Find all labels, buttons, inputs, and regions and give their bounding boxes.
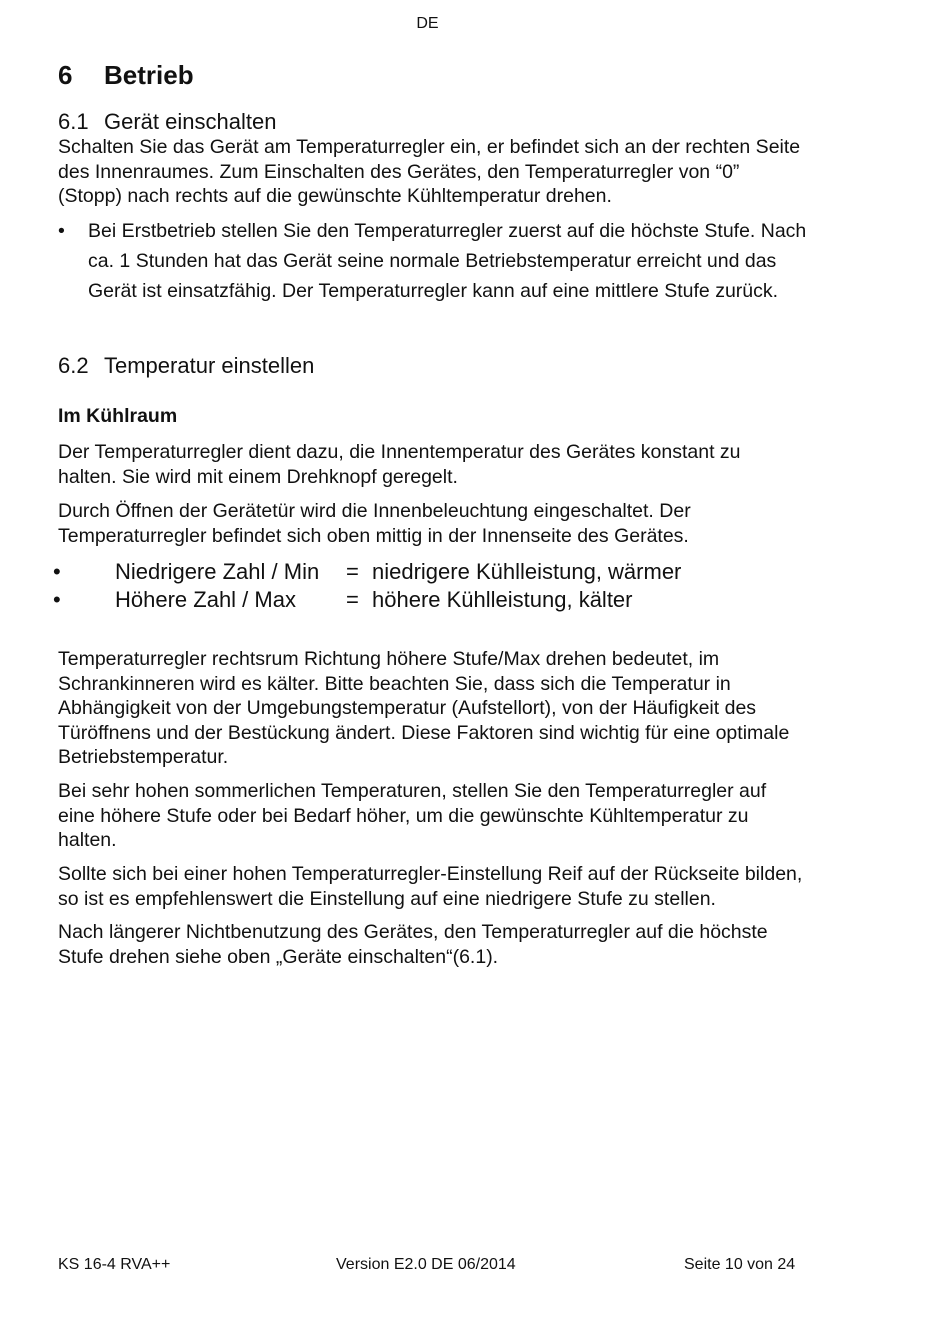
- subsection-title: Gerät einschalten: [104, 109, 277, 134]
- text-line: Temperaturregler befindet sich oben mittig in der Innenseite des Gerätes.: [58, 524, 689, 547]
- paragraph-frost: [58, 862, 878, 911]
- subsection-number: 6.2: [58, 353, 89, 378]
- text-line: Gerät ist einsatzfähig. Der Temperaturregler kann auf eine mittlere Stufe zurück.: [88, 280, 779, 302]
- footer-version: Version E2.0 DE 06/2014: [336, 1256, 516, 1273]
- section-heading: [58, 60, 194, 91]
- paragraph-long-disuse: [58, 920, 878, 969]
- paragraph-door-light: [58, 499, 878, 548]
- text-line: eine höhere Stufe oder bei Bedarf höher, um die gewünschte Kühltemperatur zu: [58, 804, 749, 827]
- text-line: Bei sehr hohen sommerlichen Temperaturen, stellen Sie den Temperaturregler auf: [58, 780, 767, 802]
- text-line: Der Temperaturregler dient dazu, die Innentemperatur des Gerätes konstant zu: [58, 441, 741, 463]
- paragraph-turn-right: [58, 647, 878, 770]
- bullet-icon: •: [53, 559, 61, 584]
- footer-model: KS 16-4 RVA++: [58, 1256, 171, 1273]
- equals-sign: =: [346, 587, 359, 612]
- text-line: Nach längerer Nichtbenutzung des Gerätes, den Temperaturregler auf die höchste: [58, 921, 768, 943]
- text-line: Betriebstemperatur.: [58, 746, 229, 768]
- text-line: halten.: [58, 829, 117, 851]
- setting-effect: niedrigere Kühlleistung, wärmer: [372, 559, 682, 584]
- subsection-heading-6-1: [58, 109, 276, 135]
- paragraph-summer: [58, 779, 878, 853]
- text-line: Stufe drehen siehe oben „Geräte einschalten“(6.1).: [58, 945, 499, 968]
- section-title: Betrieb: [104, 60, 194, 90]
- text-line: Temperaturregler rechtsrum Richtung höhere Stufe/Max drehen bedeutet, im: [58, 648, 720, 670]
- setting-effect: höhere Kühlleistung, kälter: [372, 587, 633, 612]
- bullet-first-operation: [58, 216, 878, 306]
- subheading-cool-room: Im Kühlraum: [58, 405, 178, 427]
- equals-sign: =: [346, 559, 359, 584]
- paragraph-switch-on: [58, 135, 878, 209]
- subsection-title: Temperatur einstellen: [104, 353, 315, 378]
- text-line: Bei Erstbetrieb stellen Sie den Temperaturregler zuerst auf die höchste Stufe. Nach: [88, 220, 807, 242]
- text-line: Sollte sich bei einer hohen Temperaturregler-Einstellung Reif auf der Rückseite bilden,: [58, 863, 803, 885]
- page-language-label: DE: [416, 15, 439, 32]
- bullet-icon: •: [53, 587, 61, 612]
- text-line: Abhängigkeit von der Umgebungstemperatur (Aufstellort), von der Häufigkeit des: [58, 697, 757, 719]
- text-line: Durch Öffnen der Gerätetür wird die Innenbeleuchtung eingeschaltet. Der: [58, 500, 691, 522]
- text-line: ca. 1 Stunden hat das Gerät seine normale Betriebstemperatur erreicht und das: [88, 250, 777, 272]
- text-line: Türöffnens und der Bestückung ändert. Diese Faktoren sind wichtig für eine optimale: [58, 721, 790, 744]
- setting-row-max: [53, 586, 753, 614]
- setting-row-min: [53, 558, 753, 586]
- text-line: halten. Sie wird mit einem Drehknopf geregelt.: [58, 465, 458, 488]
- text-line: des Innenraumes. Zum Einschalten des Gerätes, den Temperaturregler von “0”: [58, 160, 740, 183]
- setting-label: Höhere Zahl / Max: [115, 587, 296, 612]
- text-line: Schalten Sie das Gerät am Temperaturregler ein, er befindet sich an der rechten Seite: [58, 136, 801, 158]
- text-line: Schrankinneren wird es kälter. Bitte beachten Sie, dass sich die Temperatur in: [58, 672, 731, 695]
- subsection-number: 6.1: [58, 109, 89, 134]
- section-number: 6: [58, 60, 73, 90]
- text-line: (Stopp) nach rechts auf die gewünschte Kühltemperatur drehen.: [58, 185, 612, 207]
- subsection-heading-6-2: [58, 353, 314, 379]
- setting-label: Niedrigere Zahl / Min: [115, 559, 320, 584]
- paragraph-regulator-purpose: [58, 440, 878, 489]
- text-line: so ist es empfehlenswert die Einstellung auf eine niedrigere Stufe zu stellen.: [58, 887, 716, 910]
- bullet-icon: •: [58, 220, 65, 242]
- footer-page-number: Seite 10 von 24: [684, 1256, 796, 1273]
